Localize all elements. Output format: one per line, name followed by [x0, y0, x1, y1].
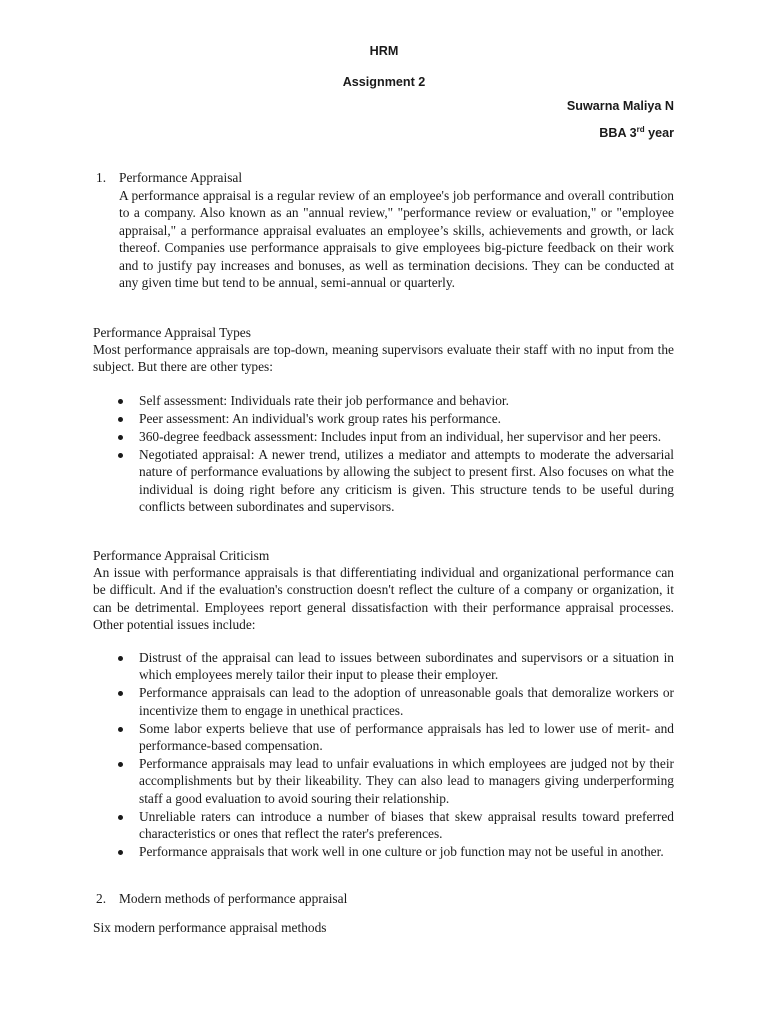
- list-item: [93, 446, 674, 516]
- list-item: [93, 392, 674, 409]
- list-item-text: Performance appraisals that work well in one culture or job function may not be useful in another.: [139, 843, 664, 859]
- list-item-text: Distrust of the appraisal can lead to issues between subordinates and supervisors or a situation in which employees merely tailor their input to please their employer.: [139, 650, 674, 683]
- list-item-text: Peer assessment: An individual's work group rates his performance.: [139, 410, 502, 426]
- list-item: [93, 755, 674, 807]
- section2-subheading: Six modern performance appraisal methods: [93, 920, 327, 935]
- criticism-heading: Performance Appraisal Criticism: [93, 548, 270, 563]
- list-item-text: Performance appraisals can lead to the adoption of unreasonable goals that demoralize workers or incentivize them to engage in unethical practices.: [139, 685, 674, 718]
- list-item: [93, 684, 674, 719]
- list-item: [93, 428, 674, 445]
- section1-body: A performance appraisal is a regular review of an employee's job performance and overall contribution to a company. Also known as an "annual review," "performance review or evaluation," or "employee appraisal," a performance appraisal evaluates an employee’s skills, achievements and growth, or lack thereof. Companies use performance appraisals to give employees big-picture feedback on their work and to justify pay increases and bonuses, as well as termination decisions. They can be conducted at any given time but tend to be annual, semi-annual or quarterly.: [119, 188, 674, 291]
- bullet-icon: [118, 453, 123, 458]
- list-item-text: Self assessment: Individuals rate their job performance and behavior.: [139, 393, 509, 408]
- author-name: Suwarna Maliya N: [566, 99, 674, 113]
- course-suffix: year: [644, 126, 674, 140]
- bullet-icon: [118, 399, 123, 404]
- list-item: [93, 410, 674, 427]
- bullet-icon: [118, 691, 123, 696]
- course-ordinal: rd: [636, 124, 645, 134]
- list-item-text: Unreliable raters can introduce a number of biases that skew appraisal results toward preferred characteristics or ones that reflect the rater's preferences.: [139, 808, 674, 842]
- criticism-list: [93, 649, 674, 861]
- types-intro: Most performance appraisals are top-down, meaning supervisors evaluate their staff with no input from the subject. But there are other types:: [93, 342, 674, 375]
- types-list: [93, 392, 674, 516]
- bullet-icon: [118, 850, 123, 855]
- list-item-text: Performance appraisals may lead to unfair evaluations in which employees are judged not by their accomplishments but by their likeability. They can also lead to managers giving underperforming staff a good evaluation to avoid souring their relationship.: [139, 755, 674, 806]
- section1-title: Performance Appraisal: [119, 170, 243, 185]
- course-year: [599, 125, 674, 141]
- list-item: [93, 808, 674, 843]
- list-item: [93, 843, 674, 860]
- list-item: [93, 649, 674, 684]
- section2-title: Modern methods of performance appraisal: [119, 891, 348, 906]
- section1-number: 1.: [96, 170, 107, 185]
- types-heading: Performance Appraisal Types: [93, 325, 251, 340]
- list-item-text: 360-degree feedback assessment: Includes input from an individual, her supervisor and her peers.: [139, 428, 662, 444]
- assignment-title: Assignment 2: [342, 75, 426, 89]
- list-item-text: Negotiated appraisal: A newer trend, utilizes a mediator and attempts to moderate the adversarial nature of performance evaluations by allowing the subject to present first. Also focuses on what the individual is doing right before any criticism is given. This structure tends to be useful during conflicts between subordinates and supervisors.: [139, 446, 674, 514]
- bullet-icon: [118, 417, 123, 422]
- section2-number: 2.: [96, 891, 107, 906]
- list-item: [93, 720, 674, 755]
- list-item-text: Some labor experts believe that use of performance appraisals has led to lower use of merit- and performance-based compensation.: [139, 720, 674, 754]
- document-subject: HRM: [369, 44, 399, 58]
- course-prefix: BBA 3: [599, 126, 637, 140]
- bullet-icon: [118, 815, 123, 820]
- criticism-intro: An issue with performance appraisals is that differentiating individual and organizational performance can be difficult. And if the evaluation's construction doesn't reflect the culture of a company or organization, it can be detrimental. Employees report general dissatisfaction with their performance appraisal processes. Other potential issues include:: [93, 565, 674, 633]
- bullet-icon: [118, 656, 123, 661]
- bullet-icon: [118, 727, 123, 732]
- bullet-icon: [118, 435, 123, 440]
- bullet-icon: [118, 762, 123, 767]
